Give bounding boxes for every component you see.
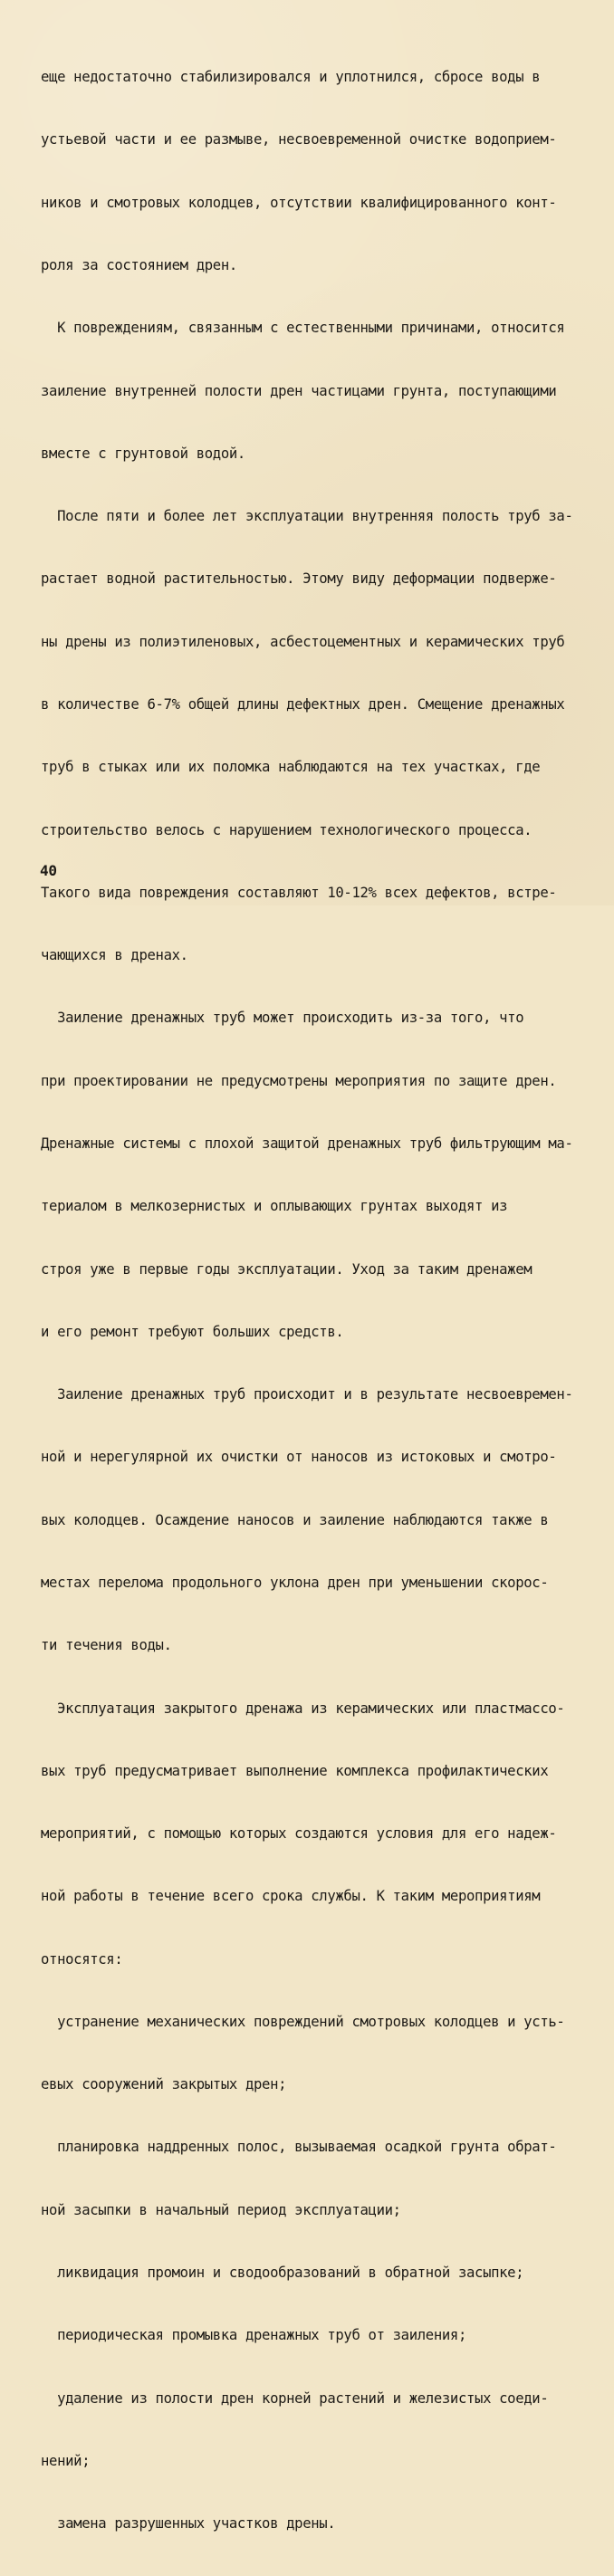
text-line: вместе с грунтовой водой. xyxy=(41,445,245,462)
text-line: ников и смотровых колодцев, отсутствии квалифицированного конт- xyxy=(41,194,557,211)
text-line: чающихся в дренах. xyxy=(41,947,188,964)
text-line: териалом в мелкозернистых и оплывающих грунтах выходят из xyxy=(41,1198,508,1215)
text-line: мероприятий, с помощью которых создаются условия для его надеж- xyxy=(41,1825,557,1843)
text-line: ной работы в течение всего срока службы. К таким мероприятиям xyxy=(41,1888,541,1905)
text-line: растает водной растительностью. Этому виду деформации подверже- xyxy=(41,570,557,588)
text-line: строительство велось с нарушением технологического процесса. xyxy=(41,821,532,838)
text-line: еще недостаточно стабилизировался и уплотнился, сбросе воды в xyxy=(41,69,541,86)
text-line: Заиление дренажных труб может происходить из-за того, что xyxy=(41,1010,524,1027)
text-line: К повреждениям, связанным с естественными причинами, относится xyxy=(41,320,565,337)
text-line: вых труб предусматривает выполнение комплекса профилактических xyxy=(41,1762,549,1779)
text-line: и его ремонт требуют больших средств. xyxy=(41,1323,344,1340)
text-line: ти течения воды. xyxy=(41,1637,172,1654)
text-line: вых колодцев. Осаждение наносов и заиление наблюдаются также в xyxy=(41,1511,549,1528)
text-line: роля за состоянием дрен. xyxy=(41,257,237,274)
text-line: Такого вида повреждения составляют 10-12% всех дефектов, встре- xyxy=(41,884,557,901)
text-line: удаление из полости дрен корней растений и железистых соеди- xyxy=(41,2389,549,2407)
text-line: планировка наддренных полос, вызываемая осадкой грунта обрат- xyxy=(41,2139,557,2156)
text-line: евых сооружений закрытых дрен; xyxy=(41,2076,287,2093)
text-line: относятся: xyxy=(41,1950,123,1968)
text-line: замена разрушенных участков дрены. xyxy=(41,2515,336,2533)
text-line: нений; xyxy=(41,2452,91,2469)
text-line: ной и нерегулярной их очистки от наносов из истоковых и смотро- xyxy=(41,1449,557,1466)
text-line: Эксплуатация закрытого дренажа из керамических или пластмассо- xyxy=(41,1700,565,1717)
page-body-text xyxy=(41,25,595,2576)
text-line: труб в стыках или их поломка наблюдаются на тех участках, где xyxy=(41,759,541,776)
text-line: устранение механических повреждений смотровых колодцев и усть- xyxy=(41,2013,565,2030)
text-line: в количестве 6-7% общей длины дефектных дрен. Смещение дренажных xyxy=(41,696,565,713)
text-line: ны дрены из полиэтиленовых, асбестоцементных и керамических труб xyxy=(41,633,565,650)
text-line: После пяти и более лет эксплуатации внутренняя полость труб за- xyxy=(41,508,573,525)
text-line: ликвидация промоин и сводообразований в обратной засыпке; xyxy=(41,2265,524,2282)
text-line: заиление внутренней полости дрен частицами грунта, поступающими xyxy=(41,382,557,399)
text-line: периодическая промывка дренажных труб от заиления; xyxy=(41,2327,466,2344)
page-number: 40 xyxy=(40,862,57,879)
text-line: строя уже в первые годы эксплуатации. Уход за таким дренажем xyxy=(41,1260,532,1278)
text-line: ной засыпки в начальный период эксплуатации; xyxy=(41,2201,401,2218)
text-line: устьевой части и ее размыве, несвоевременной очистке водоприем- xyxy=(41,131,557,148)
text-line: местах перелома продольного уклона дрен при уменьшении скорос- xyxy=(41,1574,549,1591)
text-line: Дренажные системы с плохой защитой дренажных труб фильтрующим ма- xyxy=(41,1135,573,1152)
text-line: при проектировании не предусмотрены мероприятия по защите дрен. xyxy=(41,1072,557,1089)
text-line: Заиление дренажных труб происходит и в результате несвоевремен- xyxy=(41,1386,573,1403)
